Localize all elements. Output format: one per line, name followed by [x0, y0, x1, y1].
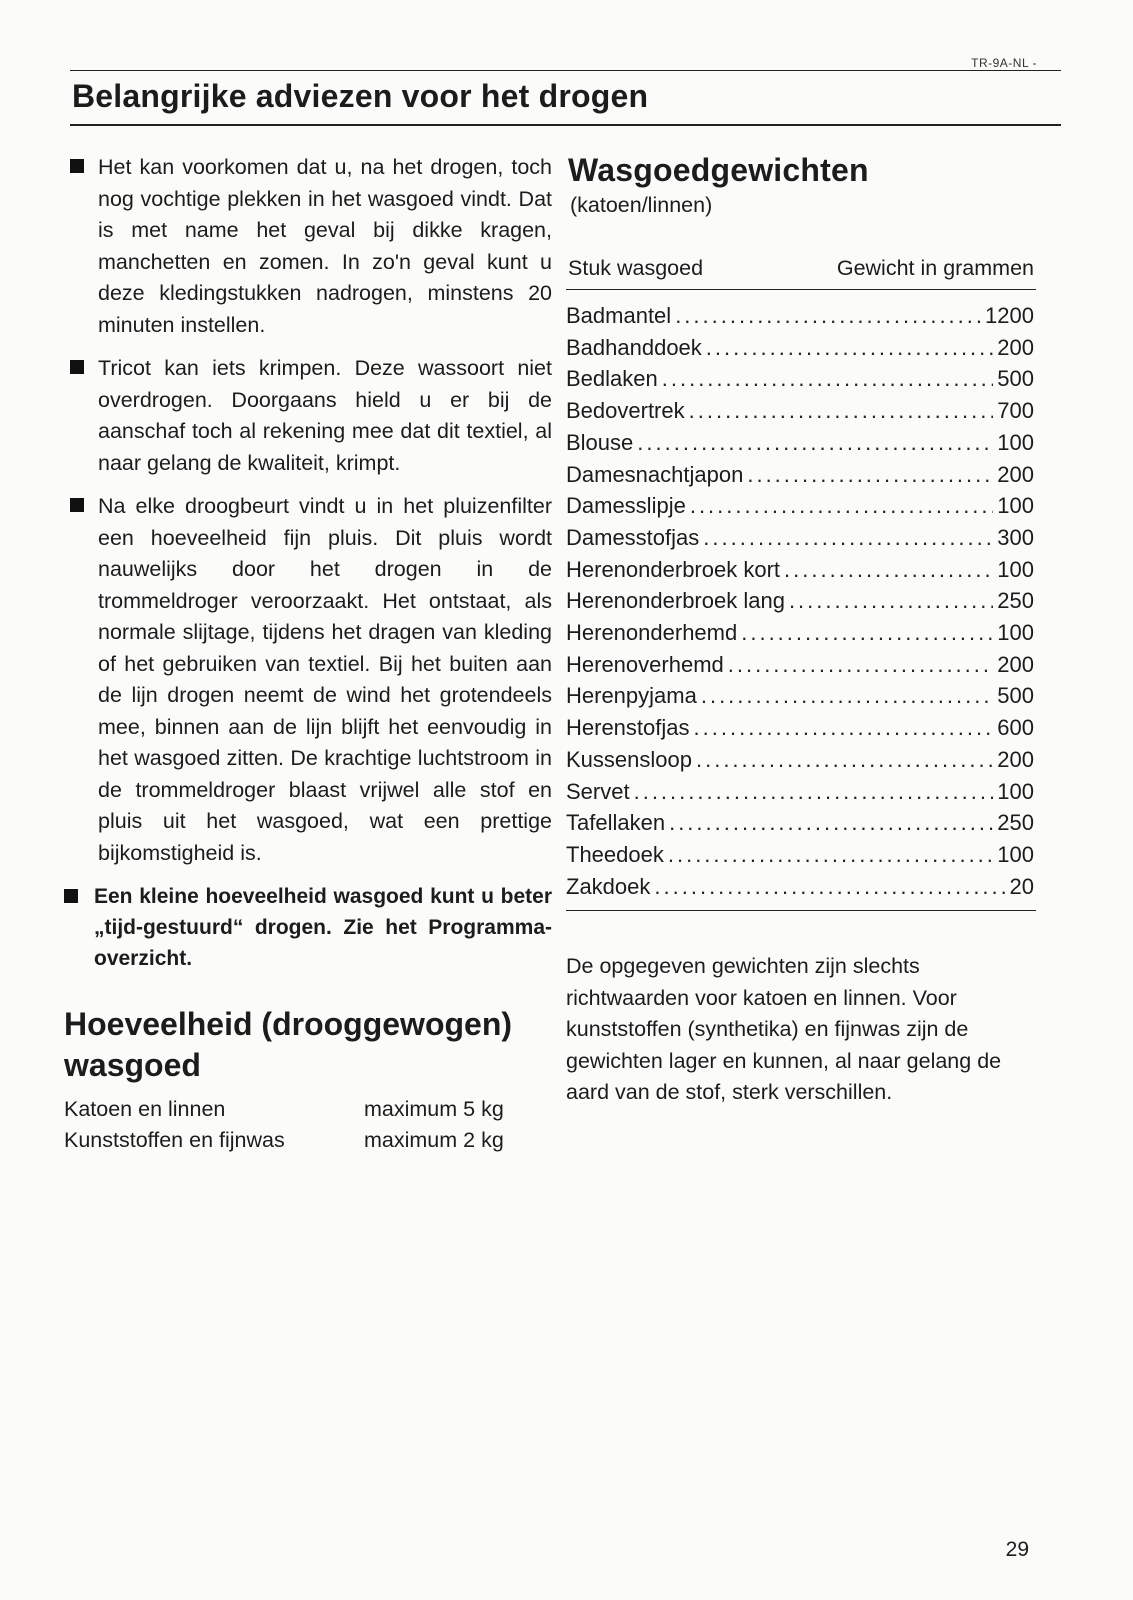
dot-leader	[747, 459, 993, 491]
amount-label: Kunststoffen en fijnwas	[64, 1128, 285, 1152]
item-name: Damesstofjas	[566, 524, 700, 550]
dot-leader	[669, 807, 993, 839]
weights-row	[566, 649, 1036, 681]
item-weight: 100	[997, 556, 1034, 582]
item-name: Blouse	[566, 429, 634, 455]
column-header-item: Stuk wasgoed	[568, 256, 704, 280]
advice-text: Een kleine hoeveelheid wasgoed kunt u beter „tijd-gestuurd“ drogen. Zie het Programma-overzicht.	[94, 885, 552, 970]
advice-text: Tricot kan iets krimpen. Deze wassoort niet overdrogen. Doorgaans hield u er bij de aanschaf toch al rekening mee dat dit textiel, al naar gelang de kwaliteit, krimpt.	[98, 356, 552, 475]
dot-leader	[703, 522, 993, 554]
weights-row	[566, 459, 1036, 491]
weights-row	[566, 807, 1036, 839]
item-name: Bedlaken	[566, 366, 658, 392]
item-name: Herenpyjama	[566, 683, 697, 709]
item-weight: 250	[997, 810, 1034, 836]
item-weight: 300	[997, 524, 1034, 550]
amount-row	[64, 1094, 552, 1125]
weights-row	[566, 617, 1036, 649]
dot-leader	[694, 712, 994, 744]
item-weight: 250	[997, 588, 1034, 614]
weights-table-header	[566, 256, 1036, 290]
dot-leader	[668, 839, 993, 871]
item-name: Kussensloop	[566, 746, 692, 772]
right-column	[566, 152, 1036, 1109]
dot-leader	[741, 617, 993, 649]
item-name: Herenonderhemd	[566, 620, 738, 646]
amount-table	[64, 1094, 552, 1156]
column-header-weight: Gewicht in grammen	[836, 256, 1034, 280]
item-name: Tafellaken	[566, 810, 666, 836]
top-rule	[70, 70, 1061, 71]
weights-row	[566, 744, 1036, 776]
dot-leader	[706, 332, 993, 364]
dot-leader	[690, 490, 993, 522]
dot-leader	[784, 554, 993, 586]
weights-row	[566, 554, 1036, 586]
weights-row	[566, 585, 1036, 617]
square-bullet-icon	[64, 889, 78, 903]
item-weight: 100	[997, 620, 1034, 646]
item-weight: 200	[997, 334, 1034, 360]
amount-value: maximum 5 kg	[364, 1097, 504, 1121]
weights-heading: Wasgoedgewichten	[568, 152, 869, 188]
weights-row	[566, 680, 1036, 712]
dot-leader	[634, 776, 994, 808]
item-name: Bedovertrek	[566, 398, 685, 424]
weights-subtitle: (katoen/linnen)	[570, 193, 713, 217]
weights-row	[566, 712, 1036, 744]
title-rule	[70, 124, 1061, 126]
amount-heading: Hoeveelheid (drooggewogen) wasgoed	[64, 1006, 513, 1083]
advice-item-highlight	[62, 881, 552, 974]
item-name: Damesnachtjapon	[566, 461, 744, 487]
weights-row	[566, 395, 1036, 427]
dot-leader	[637, 427, 993, 459]
weights-row	[566, 871, 1036, 903]
dot-leader	[662, 363, 994, 395]
page-number: 29	[1005, 1538, 1029, 1561]
amount-label: Katoen en linnen	[64, 1097, 226, 1121]
item-name: Damesslipje	[566, 493, 686, 519]
item-weight: 100	[997, 429, 1034, 455]
item-weight: 100	[997, 778, 1034, 804]
item-weight: 200	[997, 746, 1034, 772]
weights-row	[566, 427, 1036, 459]
weights-row	[566, 363, 1036, 395]
item-name: Herenstofjas	[566, 715, 690, 741]
item-name: Badmantel	[566, 303, 672, 328]
item-weight: 1200	[985, 303, 1034, 328]
dot-leader	[696, 744, 993, 776]
weights-row	[566, 490, 1036, 522]
item-weight: 700	[997, 398, 1034, 424]
weights-row	[566, 839, 1036, 871]
dot-leader	[654, 871, 1005, 903]
item-weight: 100	[997, 841, 1034, 867]
weights-row	[566, 332, 1036, 364]
square-bullet-icon	[70, 360, 84, 374]
advice-item	[62, 353, 552, 479]
document-code: TR-9A-NL -	[971, 56, 1037, 70]
amount-value: maximum 2 kg	[364, 1128, 504, 1152]
weights-note: De opgegeven gewichten zijn slechts richtwaarden voor katoen en linnen. Voor kunststoffen (synthetika) en fijnwas zijn de gewichten lager en kunnen, al naar gelang de aard van de stof, sterk verschillen.	[566, 954, 1002, 1105]
item-name: Badhanddoek	[566, 334, 702, 360]
dot-leader	[675, 300, 981, 332]
item-name: Herenoverhemd	[566, 651, 724, 677]
item-name: Theedoek	[566, 841, 664, 867]
advice-text: Na elke droogbeurt vindt u in het pluizenfilter een hoeveelheid fijn pluis. Dit pluis wordt nauwelijks door het drogen in de trommeldroger veroorzaakt. Het ontstaat, als normale slijtage, tijdens het dragen van kleding of het gebruiken van textiel. Bij het buiten aan de lijn drogen neemt de wind het grotendeels mee, binnen aan de lijn blijft het eenvoudig in het wasgoed zitten. De krachtige luchtstroom in de trommeldroger blaast vrijwel alle stof en pluis uit het wasgoed, wat een prettige bijkomstigheid is.	[98, 494, 552, 865]
amount-row	[64, 1125, 552, 1156]
advice-item	[62, 491, 552, 869]
square-bullet-icon	[70, 159, 84, 173]
item-name: Herenonderbroek lang	[566, 588, 785, 614]
item-name: Herenonderbroek kort	[566, 556, 781, 582]
item-name: Servet	[566, 778, 630, 804]
item-weight: 200	[997, 461, 1034, 487]
weights-row	[566, 300, 1036, 332]
square-bullet-icon	[70, 498, 84, 512]
item-name: Zakdoek	[566, 873, 651, 899]
weights-row	[566, 522, 1036, 554]
left-column	[62, 152, 552, 1156]
dot-leader	[789, 585, 993, 617]
item-weight: 20	[1009, 873, 1034, 899]
item-weight: 500	[997, 683, 1034, 709]
dot-leader	[728, 649, 994, 681]
weights-row	[566, 776, 1036, 808]
advice-item	[62, 152, 552, 341]
item-weight: 100	[997, 493, 1034, 519]
page-title: Belangrijke adviezen voor het drogen	[72, 78, 649, 114]
weights-table	[566, 290, 1036, 911]
dot-leader	[689, 395, 994, 427]
item-weight: 500	[997, 366, 1034, 392]
advice-list	[62, 152, 552, 974]
advice-text: Het kan voorkomen dat u, na het drogen, toch nog vochtige plekken in het wasgoed vindt. Dat is met name het geval bij dikke kragen, manchetten en zomen. In zo'n geval kunt u deze kledingstukken nadrogen, minstens 20 minuten instellen.	[98, 155, 552, 337]
dot-leader	[701, 680, 993, 712]
item-weight: 200	[997, 651, 1034, 677]
item-weight: 600	[997, 715, 1034, 741]
